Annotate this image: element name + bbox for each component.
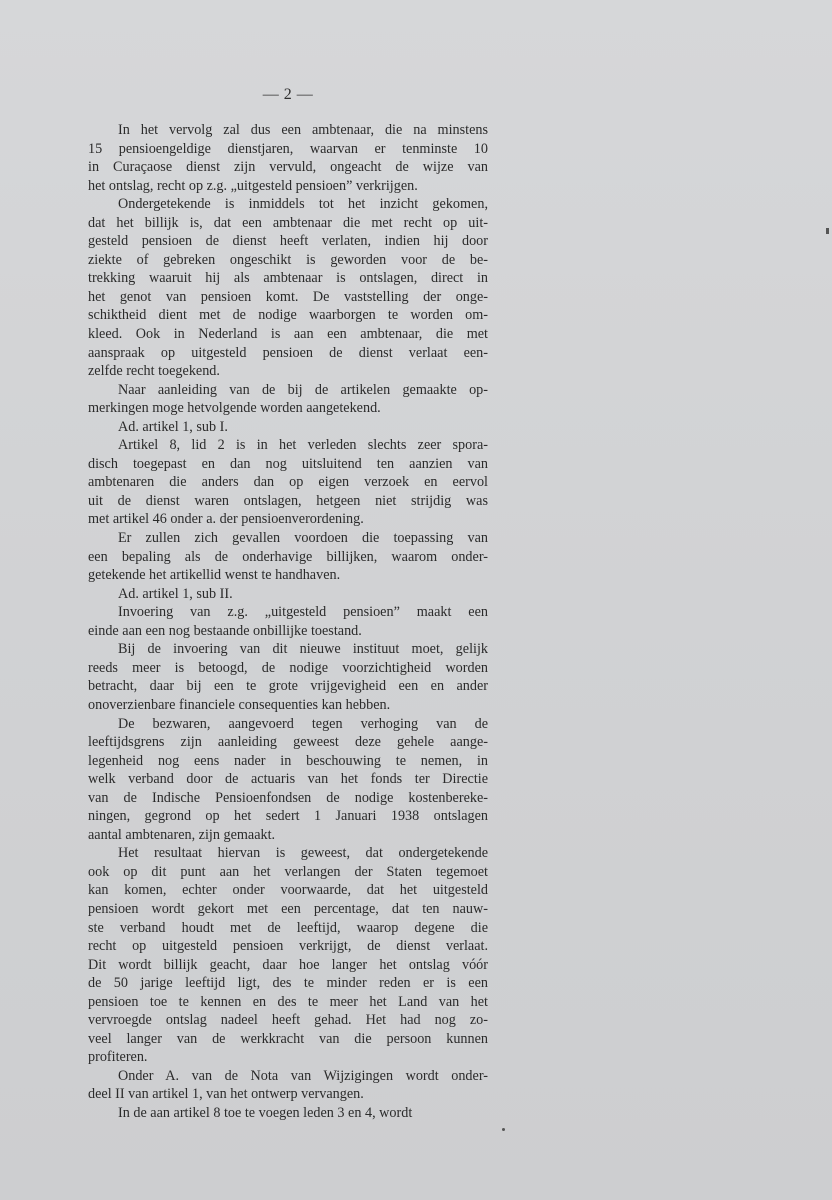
text-line: ambtenaren die anders dan op eigen verzoek en eervol bbox=[88, 474, 488, 491]
text-line: ste verband houdt met de leeftijd, waarop degene die bbox=[88, 919, 488, 936]
text-line: In de aan artikel 8 toe te voegen leden 3 en 4, wordt bbox=[118, 1104, 413, 1121]
text-line: De bezwaren, aangevoerd tegen verhoging van de bbox=[118, 715, 488, 732]
text-line: merkingen moge hetvolgende worden aangetekend. bbox=[88, 400, 381, 417]
paragraph bbox=[88, 1067, 488, 1104]
paragraph bbox=[88, 195, 488, 380]
text-line: zelfde recht toegekend. bbox=[88, 363, 220, 380]
text-line: deel II van artikel 1, van het ontwerp vervangen. bbox=[88, 1086, 364, 1103]
text-line: leeftijdsgrens zijn aanleiding geweest deze gehele aange- bbox=[88, 734, 488, 751]
paragraph bbox=[88, 844, 488, 1067]
text-line: ningen, gegrond op het sedert 1 Januari 1938 ontslagen bbox=[88, 808, 488, 825]
text-line: schiktheid dient met de nodige waarborgen te worden om- bbox=[88, 307, 488, 324]
text-line: met artikel 46 onder a. der pensioenverordening. bbox=[88, 511, 364, 528]
text-line: betracht, daar bij een te grote vrijgevigheid een en ander bbox=[88, 678, 488, 695]
text-line: het genot van pensioen komt. De vaststelling der onge- bbox=[88, 288, 488, 305]
text-line: de 50 jarige leeftijd ligt, des te minder reden er is een bbox=[88, 975, 488, 992]
text-line: welk verband door de actuaris van het fonds ter Directie bbox=[88, 771, 488, 788]
text-line: 15 pensioengeldige dienstjaren, waarvan er tenminste 10 bbox=[88, 140, 488, 157]
ink-dot bbox=[502, 1128, 505, 1131]
text-line: Bij de invoering van dit nieuwe instituut moet, gelijk bbox=[118, 641, 488, 658]
text-line: pensioen toe te kennen en des te meer het Land van het bbox=[88, 993, 488, 1010]
text-line: Ad. artikel 1, sub II. bbox=[118, 585, 233, 602]
text-line: Naar aanleiding van de bij de artikelen gemaakte op- bbox=[118, 381, 488, 398]
page-number: — 2 — bbox=[262, 86, 314, 103]
paragraph bbox=[88, 418, 488, 437]
paragraph bbox=[88, 121, 488, 195]
paragraph bbox=[88, 585, 488, 604]
text-line: Er zullen zich gevallen voordoen die toepassing van bbox=[118, 530, 488, 547]
text-line: Invoering van z.g. „uitgesteld pensioen” maakt een bbox=[118, 604, 488, 621]
text-line: aantal ambtenaren, zijn gemaakt. bbox=[88, 826, 276, 843]
text-line: uit de dienst waren ontslagen, hetgeen niet strijdig was bbox=[88, 492, 488, 509]
paragraph bbox=[88, 529, 488, 585]
text-line: veel langer van de werkkracht van die persoon kunnen bbox=[88, 1030, 488, 1047]
text-line: Artikel 8, lid 2 is in het verleden slechts zeer spora- bbox=[118, 437, 488, 454]
text-line: pensioen wordt gekort met een percentage, dat ten nauw- bbox=[88, 900, 488, 917]
text-line: recht op uitgesteld pensioen verkrijgt, de dienst verlaat. bbox=[88, 938, 488, 955]
text-line: van de Indische Pensioenfondsen de nodige kostenbereke- bbox=[88, 789, 488, 806]
text-line: vervroegde ontslag nadeel heeft gehad. Het had nog zo- bbox=[88, 1012, 488, 1029]
page-edge-speck bbox=[826, 228, 829, 234]
text-line: profiteren. bbox=[88, 1049, 148, 1066]
paragraph bbox=[88, 640, 488, 714]
text-line: Dit wordt billijk geacht, daar hoe langer het ontslag vóór bbox=[88, 956, 488, 973]
text-line: het ontslag, recht op z.g. „uitgesteld pensioen” verkrijgen. bbox=[88, 177, 418, 194]
text-line: een bepaling als de onderhavige billijken, waarom onder- bbox=[88, 548, 488, 565]
paragraph bbox=[88, 715, 488, 845]
text-line: in Curaçaose dienst zijn vervuld, ongeacht de wijze van bbox=[88, 159, 488, 176]
text-line: reeds meer is betoogd, de nodige voorzichtigheid worden bbox=[88, 659, 488, 676]
text-line: dat het billijk is, dat een ambtenaar die met recht op uit- bbox=[88, 214, 488, 231]
text-line: ook op dit punt aan het verlangen der Staten tegemoet bbox=[88, 863, 488, 880]
text-line: kan komen, echter onder voorwaarde, dat het uitgesteld bbox=[88, 882, 488, 899]
paragraph bbox=[88, 381, 488, 418]
text-line: In het vervolg zal dus een ambtenaar, die na minstens bbox=[118, 122, 488, 138]
text-line: ziekte of gebreken ongeschikt is geworden voor de be- bbox=[88, 251, 488, 268]
text-line: Het resultaat hiervan is geweest, dat ondergetekende bbox=[118, 845, 488, 862]
text-line: disch toegepast en dan nog uitsluitend ten aanzien van bbox=[88, 455, 488, 472]
text-line: gesteld pensioen de dienst heeft verlaten, indien hij door bbox=[88, 233, 488, 250]
document-body bbox=[88, 121, 488, 1123]
text-line: trekking waaruit hij als ambtenaar is ontslagen, direct in bbox=[88, 270, 488, 287]
text-line: kleed. Ook in Nederland is aan een ambtenaar, die met bbox=[88, 326, 488, 343]
text-line: Ad. artikel 1, sub I. bbox=[118, 418, 228, 435]
text-line: Ondergetekende is inmiddels tot het inzicht gekomen, bbox=[118, 196, 488, 213]
paragraph bbox=[88, 603, 488, 640]
text-line: getekende het artikellid wenst te handhaven. bbox=[88, 567, 341, 584]
text-line: onoverzienbare financiele consequenties kan hebben. bbox=[88, 696, 391, 713]
paragraph bbox=[88, 1104, 488, 1123]
text-line: Onder A. van de Nota van Wijzigingen wordt onder- bbox=[118, 1067, 488, 1084]
text-line: aanspraak op uitgesteld pensioen de dienst verlaat een- bbox=[88, 344, 488, 361]
text-line: einde aan een nog bestaande onbillijke toestand. bbox=[88, 622, 362, 639]
text-line: legenheid nog eens nader in beschouwing te nemen, in bbox=[88, 752, 488, 769]
paragraph bbox=[88, 436, 488, 529]
